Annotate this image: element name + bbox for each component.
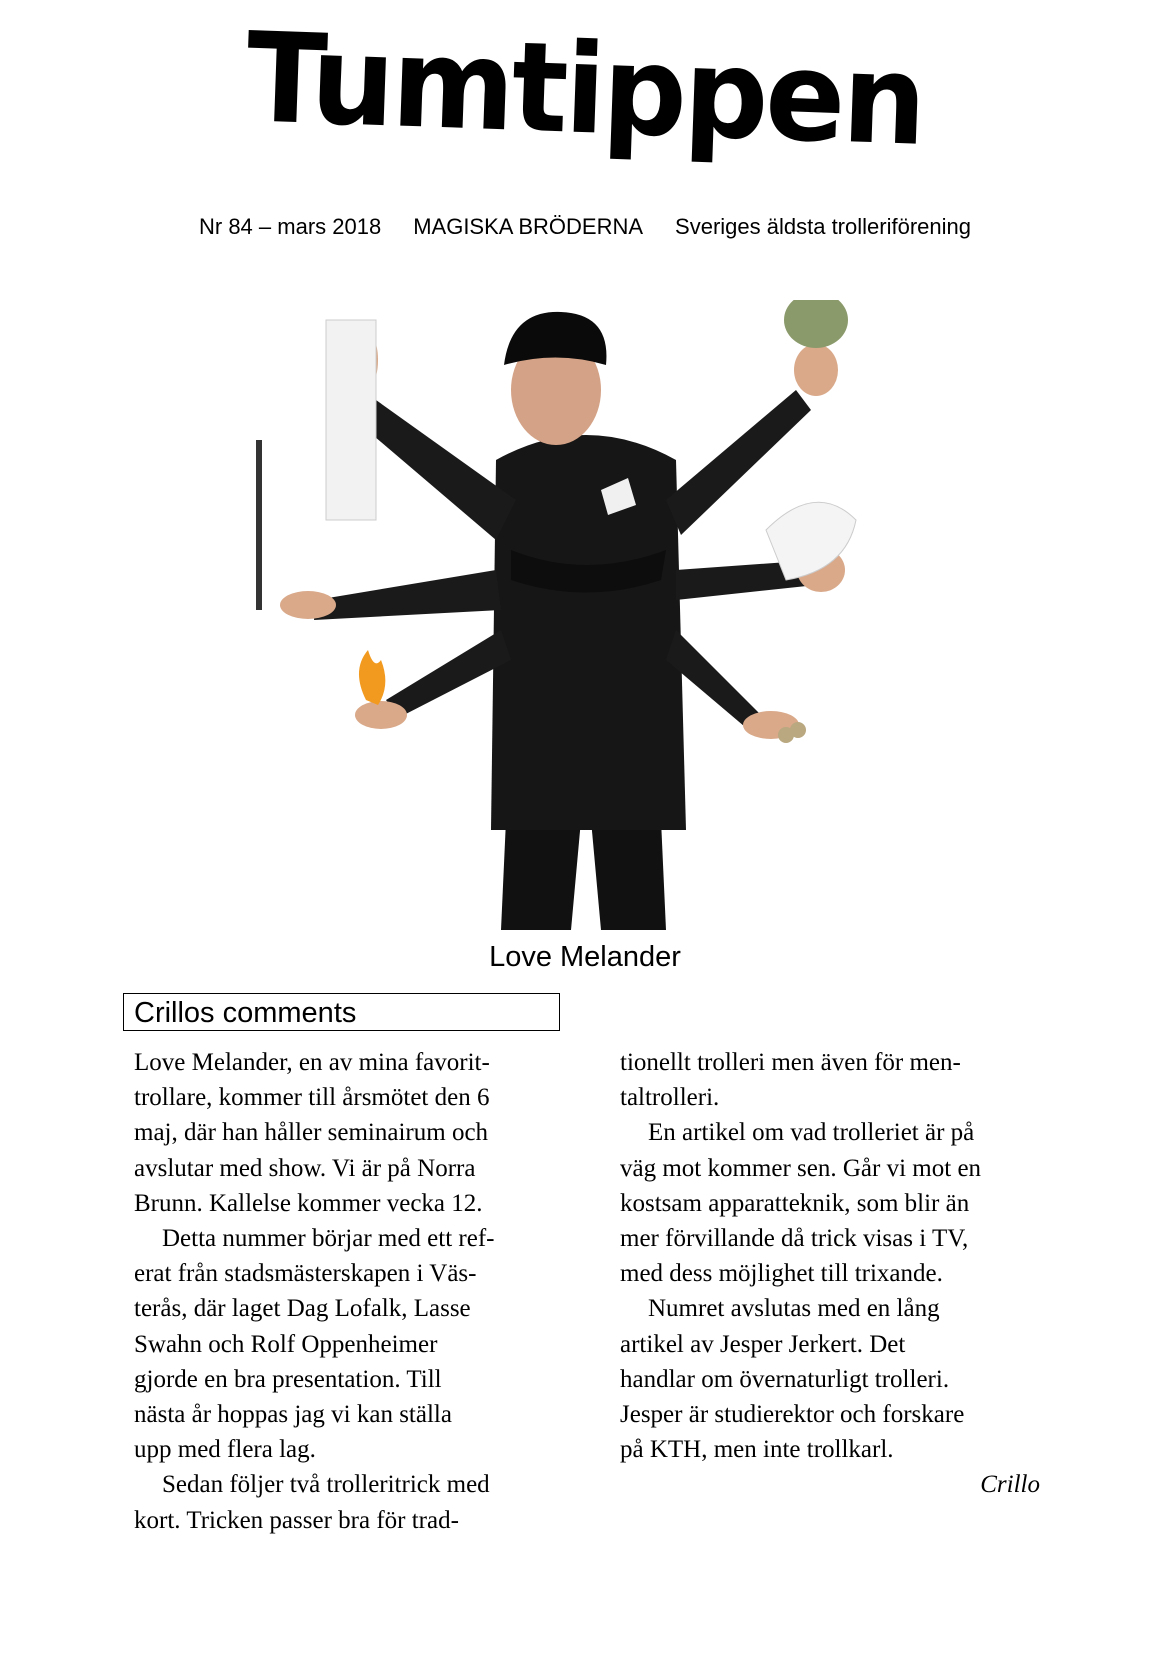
issue-info-line — [0, 214, 1170, 240]
section-heading: Crillos comments — [123, 993, 560, 1031]
article-column-left — [134, 1045, 554, 1538]
photo-caption: Love Melander — [489, 941, 681, 973]
paragraph: tionellt trolleri men även för men- taltrolleri. — [620, 1049, 961, 1112]
society-name: MAGISKA BRÖDERNA — [413, 214, 644, 239]
society-tagline: Sveriges äldsta trolleriförening — [675, 214, 971, 239]
paragraph: Love Melander, en av mina favorit- trollare, kommer till årsmötet den 6 maj, där han håller seminairum och avslutar med show. Vi är på Norra Brunn. Kallelse kommer vecka 12. — [134, 1049, 490, 1217]
issue-number: Nr 84 – mars 2018 — [199, 214, 382, 239]
paragraph: Detta nummer börjar med ett ref- erat från stadsmästerskapen i Väs- terås, där laget Dag Lofalk, Lasse Swahn och Rolf Oppenheimer gjorde en bra presentation. Till nästa år hoppas jag vi kan ställa upp med flera lag. — [134, 1225, 495, 1464]
article-column-right — [620, 1045, 1040, 1503]
paragraph: Sedan följer två trolleritrick med kort. Tricken passer bra för trad- — [134, 1471, 490, 1534]
paragraph: Numret avslutas med en lång artikel av Jesper Jerkert. Det handlar om övernaturligt trolleri. Jesper är studierektor och forskare på KTH, men inte trollkarl. — [620, 1295, 965, 1464]
paragraph: En artikel om vad trolleriet är på väg mot kommer sen. Går vi mot en kostsam apparatteknik, som blir än mer förvillande då trick visas i TV, med dess möjlighet till trixande. — [620, 1119, 982, 1288]
cover-photo — [256, 300, 916, 930]
newsletter-title: Tumtippen — [244, 4, 926, 174]
signature: Crillo — [980, 1471, 1040, 1499]
